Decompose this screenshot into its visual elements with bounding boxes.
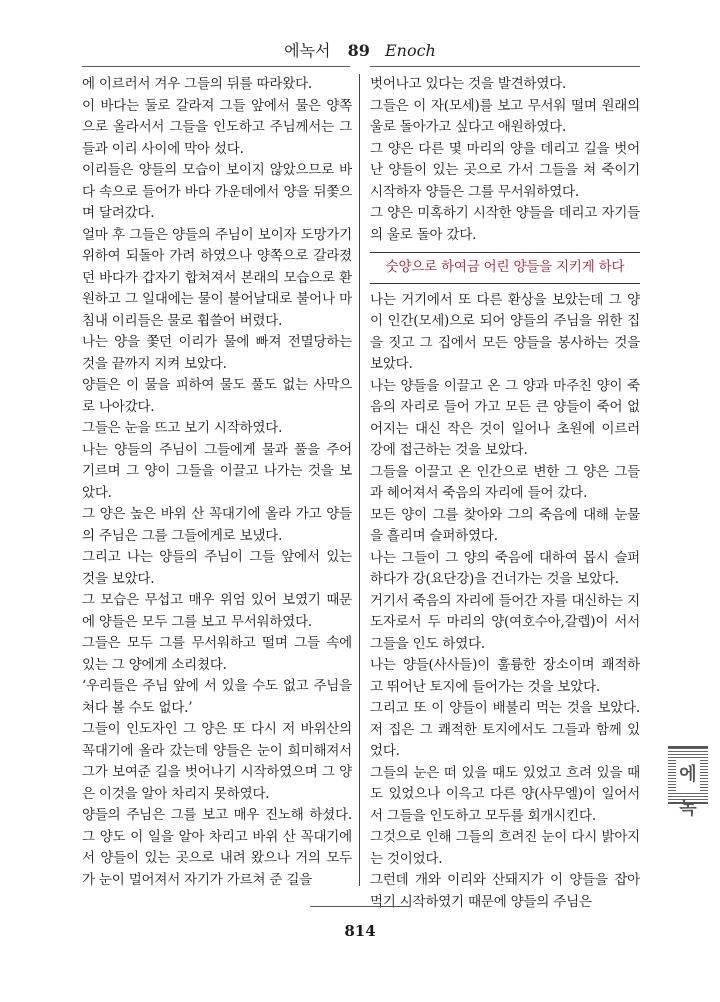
- paragraph: 그 모습은 무섭고 매우 위엄 있어 보였기 때문에 양들은 모두 그를 보고 무서워하였다.: [82, 592, 352, 630]
- paragraph: 그들은 이 자(모세)를 보고 무서워 떨며 원래의 울로 돌아가고 싶다고 애원하였다.: [370, 97, 640, 135]
- paragraph: 그들은 눈을 뜨고 보기 시작하였다.: [82, 420, 283, 436]
- left-column: [82, 74, 352, 891]
- running-header: [0, 38, 720, 61]
- book-title-english: Enoch: [384, 41, 436, 60]
- paragraph: 모든 양이 그를 찾아와 그의 죽음에 대해 눈물을 흘리며 슬퍼하였다.: [370, 506, 640, 544]
- paragraph: 그것으로 인해 그들의 흐려진 눈이 다시 밝아지는 것이었다.: [370, 829, 640, 867]
- paragraph: 거기서 죽음의 자리에 들어간 자를 대신하는 지도자로서 두 마리의 양(여호수아,갈렙)이 서서 그들을 인도 하였다.: [370, 592, 640, 652]
- paragraph: 나는 양들을 이끌고 온 그 양과 마주친 양이 죽음의 자리로 들어 가고 모든 큰 양들이 죽어 없어지는 대신 작은 것이 일어나 초원에 이르러 강에 접근하는 것을 보았다.: [370, 377, 640, 458]
- chapter-thumb-tab: [668, 746, 708, 819]
- paragraph: 그리고 나는 양들의 주님이 그들 앞에서 있는 것을 보았다.: [82, 549, 352, 587]
- chapter-number: 89: [347, 41, 370, 60]
- column-divider: [359, 74, 360, 886]
- page-number: 814: [344, 922, 376, 940]
- paragraph: 그 양은 높은 바위 산 꼭대기에 올라 가고 양들의 주님은 그를 그들에게로 보냈다.: [82, 506, 352, 544]
- paragraph: 에 이르러서 겨우 그들의 뒤를 따라왔다.: [82, 76, 313, 92]
- paragraph: 그리고 또 이 양들이 배불리 먹는 것을 보았다. 저 집은 그 쾌적한 토지에서도 그들과 함께 있었다.: [370, 700, 640, 759]
- paragraph: 그런데 개와 이리와 산돼지가 이 양들을 잡아 먹기 시작하였기 때문에 양들의 주님은: [370, 872, 640, 910]
- paragraph: 그들을 이끌고 온 인간으로 변한 그 양은 그들과 헤어져서 죽음의 자리에 들어 갔다.: [370, 463, 640, 501]
- paragraph: 그들의 눈은 떠 있을 때도 있었고 흐려 있을 때도 있었으나 이윽고 다른 양(사무엘)이 일어서서 그들을 인도하고 모두를 회개시킨다.: [370, 764, 640, 824]
- paragraph: 나는 양들(사사들)이 훌륭한 장소이며 쾌적하고 뛰어난 토지에 들어가는 것을 보았다.: [370, 657, 640, 695]
- thumb-tab-label: 에녹: [676, 758, 700, 792]
- paragraph: 이리들은 양들의 모습이 보이지 않았으므로 바다 속으로 들어가 바다 가운데에서 양을 뒤쫓으며 달려갔다.: [82, 162, 352, 221]
- footer-rule: [310, 906, 410, 907]
- header-rule-left: [82, 66, 350, 67]
- paragraph: 그 양은 미혹하기 시작한 양들을 데리고 자기들의 울로 돌아 갔다.: [370, 205, 640, 243]
- paragraph: 벗어나고 있다는 것을 발견하였다.: [370, 76, 567, 92]
- paragraph: 양들은 이 물을 피하여 물도 풀도 없는 사막으로 나아갔다.: [82, 377, 352, 415]
- paragraph: 나는 거기에서 또 다른 환상을 보았는데 그 양이 인간(모세)으로 되어 양들의 주님을 위한 집을 짓고 그 집에서 모든 양들을 봉사하는 것을 보았다.: [370, 291, 640, 372]
- right-column: [370, 74, 640, 913]
- paragraph: 그들은 모두 그를 무서워하고 떨며 그들 속에 있는 그 양에게 소리쳤다.: [82, 635, 352, 673]
- paragraph: 얼마 후 그들은 양들의 주님이 보이자 도망가기 위하여 되돌아 가려 하였으나 양쪽으로 갈라졌던 바다가 갑자기 합쳐져서 본래의 모습으로 환원하고 그 일대에는 물이 불어날대로 불어나 마침내 이리들은 물로 휩쓸어 버렸다.: [82, 226, 352, 329]
- paragraph: ‘우리들은 주님 앞에 서 있을 수도 없고 주님을 쳐다 볼 수도 없다.’: [82, 678, 352, 716]
- header-rule-right: [370, 66, 640, 67]
- paragraph: 나는 양들의 주님이 그들에게 물과 풀을 주어 기르며 그 양이 그들을 이끌고 나가는 것을 보았다.: [82, 441, 352, 501]
- paragraph: 나는 양을 쫓던 이리가 물에 빠져 전멸당하는 것을 끝까지 지켜 보았다.: [82, 334, 352, 372]
- paragraph: 나는 그들이 그 양의 죽음에 대하여 몹시 슬퍼하다가 강(요단강)을 건너가는 것을 보았다.: [370, 549, 640, 587]
- paragraph: 이 바다는 둘로 갈라져 그들 앞에서 물은 양쪽으로 올라서서 그들을 인도하고 주님께서는 그들과 이리 사이에 막아 섰다.: [82, 97, 352, 157]
- book-title: 에녹서: [284, 41, 331, 60]
- section-subheading: 숫양으로 하여금 어린 양들을 지키게 하다: [370, 252, 640, 284]
- paragraph: 그들이 인도자인 그 양은 또 다시 저 바위산의 꼭대기에 올라 갔는데 양들은 눈이 희미해져서 그가 보여준 길을 벗어나기 시작하였으며 그 양은 이것을 알아 차리지 못하였다.: [82, 721, 352, 802]
- paragraph: 그 양은 다른 몇 마리의 양을 데리고 길을 벗어난 양들이 있는 곳으로 가서 그들을 쳐 죽이기 시작하자 양들은 그를 무서워하였다.: [370, 140, 640, 200]
- paragraph: 양들의 주님은 그를 보고 매우 진노해 하셨다. 그 양도 이 일을 알아 차리고 바위 산 꼭대기에서 양들이 있는 곳으로 내려 왔으나 거의 모두가 눈이 멀어져서 자기가 가르쳐 준 길을: [82, 807, 352, 888]
